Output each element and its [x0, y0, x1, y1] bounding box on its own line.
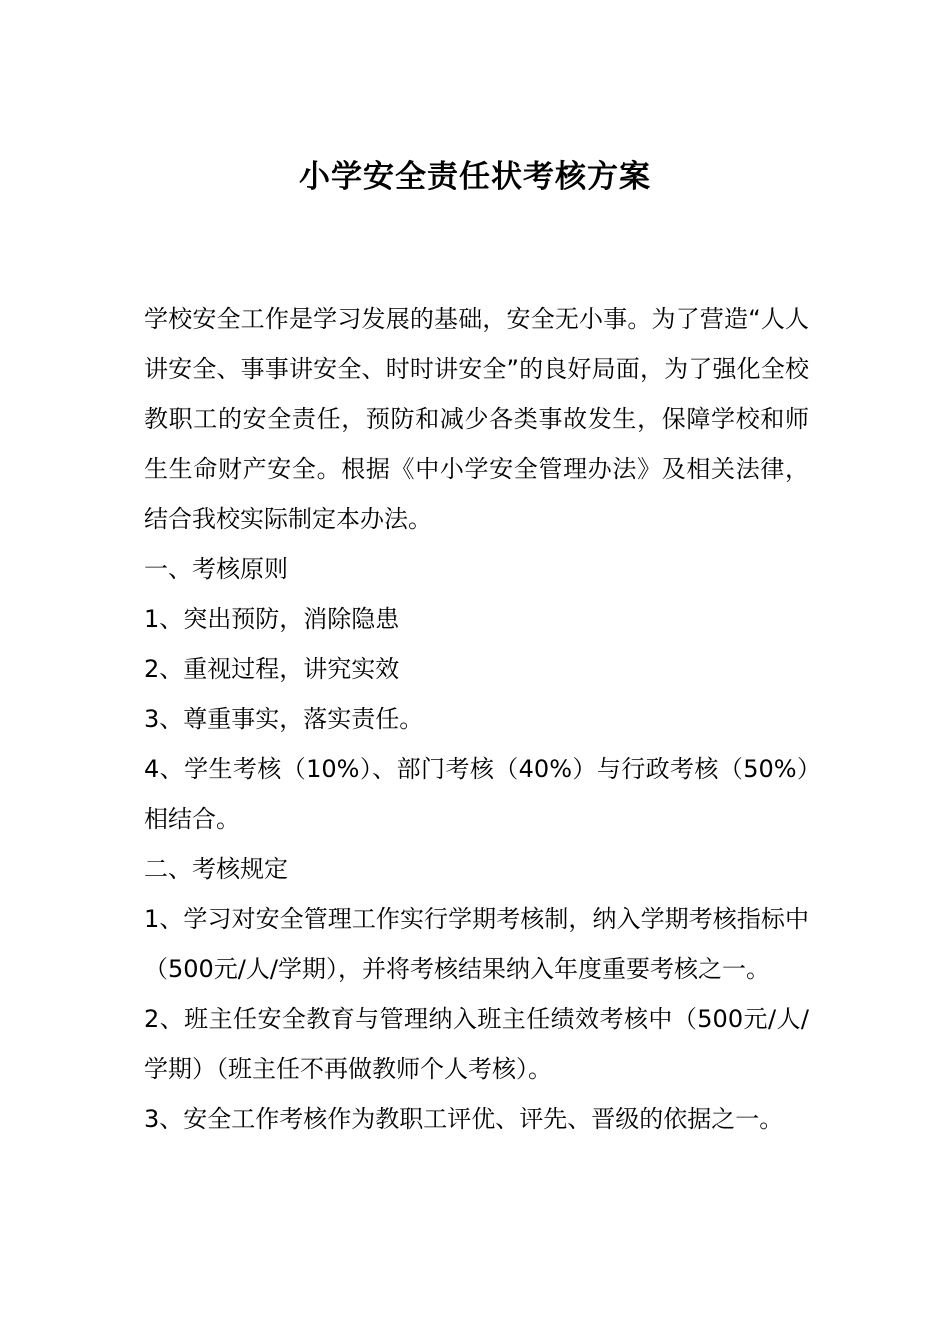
principle-item-2: 2、重视过程，讲究实效: [144, 655, 400, 683]
section-heading-regulations: 二、考核规定: [144, 855, 288, 883]
principle-item-1: 1、突出预防，消除隐患: [144, 605, 400, 633]
intro-paragraph: 学校安全工作是学习发展的基础，安全无小事。为了营造“人人讲安全、事事讲安全、时时讲安全”的良好局面，为了强化全校教职工的安全责任，预防和减少各类事故发生，保障学校和师生生命财产安全。根据《中小学安全管理办法》及相关法律，结合我校实际制定本办法。: [144, 305, 809, 533]
principle-item-4: 4、学生考核（10%）、部门考核（40%）与行政考核（50%）相结合。: [144, 755, 809, 833]
principle-item-3: 3、尊重事实，落实责任。: [144, 705, 424, 733]
document-title: 小学安全责任状考核方案: [299, 159, 651, 195]
regulation-item-3: 3、安全工作考核作为教职工评优、评先、晋级的依据之一。: [144, 1105, 784, 1133]
section-heading-principles: 一、考核原则: [144, 555, 288, 583]
regulation-item-1: 1、学习对安全管理工作实行学期考核制，纳入学期考核指标中（500元/人/学期），并将考核结果纳入年度重要考核之一。: [144, 905, 809, 983]
regulation-item-2: 2、班主任安全教育与管理纳入班主任绩效考核中（500元/人/学期）（班主任不再做教师个人考核）。: [144, 1005, 809, 1083]
document-body: [144, 294, 809, 1144]
